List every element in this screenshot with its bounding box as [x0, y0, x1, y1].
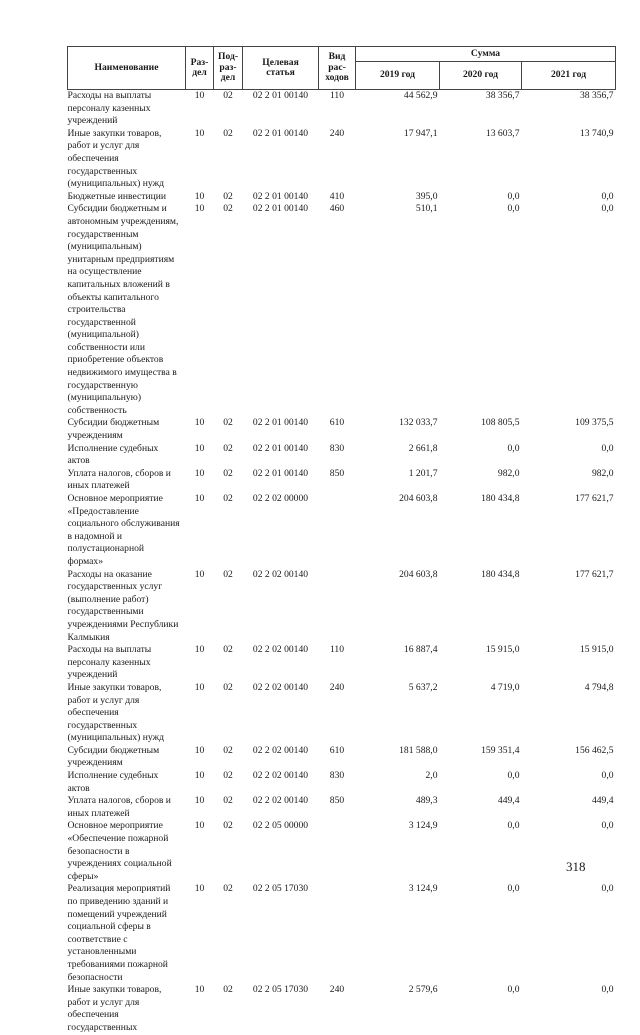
- header-podrazdel-line: раз-: [219, 61, 237, 73]
- cell-name: Уплата налогов, сборов и иных платежей: [67, 467, 171, 492]
- cell-celevaya-statya: 02 2 02 00140: [252, 744, 309, 756]
- cell-razdel: 10: [194, 190, 205, 202]
- cell-vid-rashodov: [319, 883, 356, 984]
- cell-sum-2020: 0,0: [507, 203, 520, 215]
- cell-podrazdel: 02: [223, 820, 233, 832]
- cell-vid-rashodov: 110: [329, 90, 345, 101]
- cell-sum-2020: 108 805,5: [481, 417, 520, 429]
- table-row: [68, 682, 616, 745]
- cell-vid-rashodov: 240: [329, 127, 345, 139]
- cell-sum-2020: 159 351,4: [481, 744, 520, 756]
- cell-sum-2019: 1 201,7: [408, 467, 438, 479]
- cell-sum-2020: 38 356,7: [485, 90, 520, 101]
- cell-sum-2020: 180 434,8: [481, 568, 520, 580]
- cell-sum-2020: 0,0: [507, 984, 520, 996]
- cell-vid-rashodov: 240: [329, 984, 345, 996]
- cell-podrazdel: 02: [223, 90, 233, 101]
- header-name: Наименование: [68, 47, 186, 90]
- cell-name: Субсидии бюджетным учреждениям: [67, 417, 160, 442]
- cell-celevaya-statya: 02 2 01 00140: [252, 467, 309, 479]
- cell-sum-2019: 2 661,8: [408, 442, 438, 454]
- cell-sum-2020: 0,0: [507, 770, 520, 782]
- cell-name: Иные закупки товаров, работ и услуг для обеспечения государственных: [67, 984, 162, 1033]
- cell-sum-2019: 489,3: [415, 795, 438, 807]
- cell-celevaya-statya: 02 2 02 00140: [252, 770, 309, 782]
- cell-sum-2021: 156 462,5: [575, 744, 614, 756]
- table-row: [68, 191, 616, 204]
- cell-sum-2019: 395,0: [415, 190, 438, 202]
- cell-podrazdel: 02: [223, 744, 233, 756]
- cell-podrazdel: 02: [223, 681, 233, 693]
- table-row: [68, 493, 616, 569]
- cell-celevaya-statya: 02 2 01 00140: [252, 442, 309, 454]
- cell-vid-rashodov: 460: [329, 203, 345, 215]
- cell-sum-2019: 16 887,4: [403, 644, 438, 656]
- cell-razdel: 10: [194, 467, 205, 479]
- cell-sum-2020: 4 719,0: [490, 681, 520, 693]
- table-row: [68, 468, 616, 493]
- cell-razdel: 10: [194, 127, 205, 139]
- cell-vid-rashodov: 410: [329, 190, 345, 202]
- cell-podrazdel: 02: [223, 644, 233, 656]
- cell-name: Уплата налогов, сборов и иных платежей: [67, 795, 171, 819]
- cell-sum-2021: 177 621,7: [575, 568, 614, 580]
- header-podrazdel-line: Под-: [217, 51, 239, 63]
- cell-vid-rashodov: [319, 493, 356, 569]
- header-podrazdel-line: дел: [220, 72, 236, 84]
- cell-sum-2019: 44 562,9: [403, 90, 438, 101]
- cell-sum-2021: 0,0: [601, 883, 614, 895]
- header-razdel: [186, 47, 214, 90]
- cell-sum-2019: 5 637,2: [408, 681, 438, 693]
- cell-sum-2019: 2,0: [425, 770, 438, 782]
- cell-razdel: 10: [194, 744, 205, 756]
- cell-sum-2019: 17 947,1: [403, 127, 438, 139]
- cell-razdel: 10: [194, 442, 205, 454]
- cell-podrazdel: 02: [223, 127, 233, 139]
- cell-podrazdel: 02: [223, 493, 233, 504]
- cell-celevaya-statya: 02 2 01 00140: [252, 90, 309, 101]
- cell-vid-rashodov: 610: [329, 417, 345, 429]
- cell-podrazdel: 02: [223, 984, 233, 996]
- cell-sum-2020: 0,0: [507, 190, 520, 202]
- cell-razdel: 10: [194, 820, 205, 832]
- cell-sum-2020: 180 434,8: [481, 493, 520, 504]
- cell-razdel: 10: [194, 681, 205, 693]
- cell-vid-rashodov: 240: [329, 681, 345, 693]
- cell-podrazdel: 02: [223, 467, 233, 479]
- cell-name: Расходы на выплаты персоналу казенных учреждений: [67, 644, 152, 681]
- cell-sum-2021: 0,0: [601, 984, 614, 996]
- cell-sum-2019: 510,1: [415, 203, 438, 215]
- cell-razdel: 10: [194, 493, 205, 504]
- cell-sum-2019: 181 588,0: [399, 744, 438, 756]
- cell-sum-2020: 0,0: [507, 820, 520, 832]
- budget-table: [67, 46, 616, 1035]
- cell-podrazdel: 02: [223, 190, 233, 202]
- cell-vid-rashodov: [319, 820, 356, 883]
- cell-sum-2021: 177 621,7: [575, 493, 614, 504]
- cell-celevaya-statya: 02 2 01 00140: [252, 127, 309, 139]
- cell-razdel: 10: [194, 568, 205, 580]
- cell-sum-2021: 15 915,0: [579, 644, 614, 656]
- page-number: 318: [566, 859, 586, 874]
- header-summa: Сумма: [356, 47, 616, 62]
- header-statya-line: статья: [266, 67, 295, 78]
- cell-sum-2019: 204 603,8: [399, 493, 438, 504]
- cell-vid-rashodov: 830: [329, 770, 345, 782]
- cell-razdel: 10: [194, 203, 205, 215]
- cell-podrazdel: 02: [223, 795, 233, 807]
- cell-sum-2020: 0,0: [507, 442, 520, 454]
- table-row: [68, 128, 616, 191]
- cell-sum-2020: 0,0: [507, 883, 520, 895]
- cell-celevaya-statya: 02 2 02 00000: [252, 493, 309, 504]
- cell-celevaya-statya: 02 2 01 00140: [252, 203, 309, 215]
- header-statya: [243, 47, 319, 90]
- cell-razdel: 10: [194, 883, 205, 895]
- cell-razdel: 10: [194, 417, 205, 429]
- cell-celevaya-statya: 02 2 02 00140: [252, 795, 309, 807]
- table-row: [68, 644, 616, 682]
- table-row: [68, 984, 616, 1034]
- cell-sum-2020: 13 603,7: [485, 127, 520, 139]
- header-vid-line: рас-: [328, 61, 346, 73]
- cell-name: Иные закупки товаров, работ и услуг для обеспечения государственных (муниципальных) нужд: [67, 681, 165, 744]
- header-year-2021: 2021 год: [522, 62, 616, 90]
- table-row: [68, 795, 616, 820]
- cell-celevaya-statya: 02 2 02 00140: [252, 644, 309, 656]
- cell-name: Основное мероприятие «Предоставление социального обслуживания в надомной и полустационарной формах»: [67, 493, 180, 567]
- cell-vid-rashodov: 830: [329, 442, 345, 454]
- cell-sum-2020: 982,0: [497, 467, 520, 479]
- table-row: [68, 90, 616, 128]
- cell-celevaya-statya: 02 2 05 17030: [252, 984, 309, 996]
- cell-name: Основное мероприятие «Обеспечение пожарной безопасности в учреждениях социальной сферы»: [67, 820, 172, 882]
- cell-razdel: 10: [194, 984, 205, 996]
- cell-sum-2021: 4 794,8: [584, 681, 614, 693]
- header-vid: [319, 47, 356, 90]
- cell-podrazdel: 02: [223, 442, 233, 454]
- table-row: [68, 569, 616, 645]
- cell-name: Расходы на выплаты персоналу казенных учреждений: [67, 90, 152, 127]
- header-razdel-line: дел: [192, 67, 207, 78]
- cell-name: Исполнение судебных актов: [67, 442, 159, 467]
- cell-name: Расходы на оказание государственных услуг (выполнение работ) государственными учреждениями Республики Калмыкия: [67, 568, 179, 643]
- header-statya-line: Целевая: [262, 56, 299, 68]
- cell-razdel: 10: [194, 90, 205, 101]
- header-podrazdel: [214, 47, 243, 90]
- table-row: [68, 443, 616, 468]
- cell-podrazdel: 02: [223, 417, 233, 429]
- cell-sum-2020: 449,4: [497, 795, 520, 807]
- header-vid-line: Вид: [328, 51, 346, 63]
- cell-sum-2019: 132 033,7: [399, 417, 438, 429]
- cell-sum-2021: 13 740,9: [579, 127, 614, 139]
- cell-name: Иные закупки товаров, работ и услуг для обеспечения государственных (муниципальных) нужд: [67, 127, 165, 190]
- cell-razdel: 10: [194, 644, 205, 656]
- cell-razdel: 10: [194, 770, 205, 782]
- table-body: [68, 90, 616, 1035]
- cell-vid-rashodov: 850: [329, 467, 345, 479]
- cell-vid-rashodov: 610: [329, 744, 345, 756]
- header-year-2019: 2019 год: [356, 62, 440, 90]
- cell-celevaya-statya: 02 2 05 00000: [252, 820, 309, 832]
- cell-sum-2021: 0,0: [601, 203, 614, 215]
- cell-sum-2019: 3 124,9: [408, 883, 438, 895]
- cell-sum-2021: 0,0: [601, 770, 614, 782]
- cell-celevaya-statya: 02 2 01 00140: [252, 417, 309, 429]
- cell-podrazdel: 02: [223, 883, 233, 895]
- cell-podrazdel: 02: [223, 568, 233, 580]
- cell-sum-2019: 2 579,6: [408, 984, 438, 996]
- cell-sum-2021: 982,0: [591, 467, 614, 479]
- cell-name: Субсидии бюджетным и автономным учреждениям, государственным (муниципальным) унитарным предприятиям на осуществление капитальных вложений в объекты капитального строительства государственной (муниципальной) собственности или приобретение объектов недвижимого имущества в государственную (муниципальную) собственность: [67, 203, 179, 416]
- cell-sum-2021: 38 356,7: [579, 90, 614, 101]
- cell-celevaya-statya: 02 2 02 00140: [252, 681, 309, 693]
- cell-sum-2021: 0,0: [601, 442, 614, 454]
- cell-vid-rashodov: [319, 569, 356, 645]
- cell-sum-2021: 0,0: [601, 190, 614, 202]
- table-row: [68, 883, 616, 984]
- cell-vid-rashodov: 110: [329, 644, 345, 656]
- cell-sum-2021: 0,0: [601, 820, 614, 832]
- table-row: [68, 745, 616, 770]
- cell-celevaya-statya: 02 2 05 17030: [252, 883, 309, 895]
- cell-name: Исполнение судебных актов: [67, 770, 159, 794]
- header-vid-line: ходов: [325, 72, 349, 84]
- cell-celevaya-statya: 02 2 01 00140: [252, 190, 309, 202]
- cell-name: Реализация мероприятий по приведению зданий и помещений учреждений социальной сферы в соответствие с установленными требованиями пожарной безопасности: [67, 883, 171, 983]
- cell-sum-2021: 449,4: [591, 795, 614, 807]
- cell-name: Бюджетные инвестиции: [67, 190, 166, 202]
- table-row: [68, 770, 616, 795]
- cell-name: Субсидии бюджетным учреждениям: [67, 744, 160, 769]
- cell-razdel: 10: [194, 795, 205, 807]
- cell-podrazdel: 02: [223, 770, 233, 782]
- table-row: [68, 417, 616, 442]
- table-row: [68, 820, 616, 883]
- cell-sum-2019: 3 124,9: [408, 820, 438, 832]
- cell-celevaya-statya: 02 2 02 00140: [252, 568, 309, 580]
- cell-sum-2020: 15 915,0: [485, 644, 520, 656]
- cell-vid-rashodov: 850: [329, 795, 345, 807]
- cell-podrazdel: 02: [223, 203, 233, 215]
- header-razdel-line: Раз-: [190, 56, 209, 68]
- cell-sum-2019: 204 603,8: [399, 568, 438, 580]
- header-year-2020: 2020 год: [440, 62, 522, 90]
- cell-sum-2021: 109 375,5: [575, 417, 614, 429]
- table-row: [68, 203, 616, 417]
